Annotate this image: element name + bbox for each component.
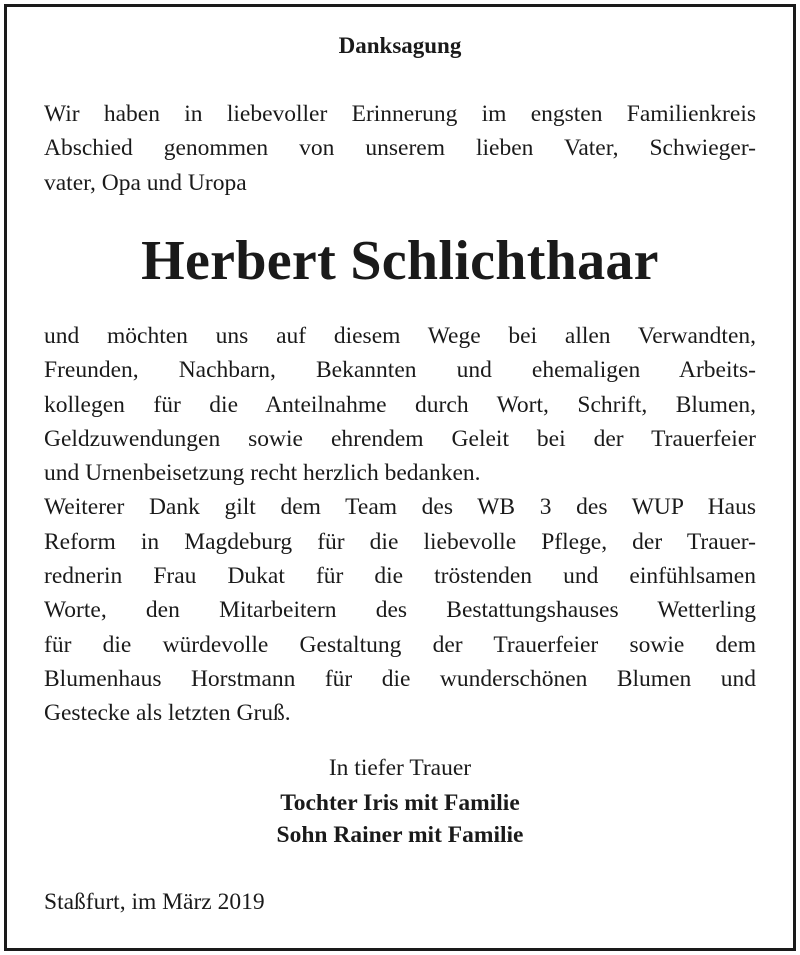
place-date: Staßfurt, im März 2019	[44, 889, 265, 915]
body-line: Geldzuwendungen sowie ehrendem Geleit bei der Trauerfeier	[44, 425, 756, 452]
body-line: Reform in Magdeburg für die liebevolle Pflege, der Trauer-	[44, 528, 756, 555]
intro-line: vater, Opa und Uropa	[44, 169, 247, 196]
body-line: Freunden, Nachbarn, Bekannten und ehemaligen Arbeits-	[44, 357, 756, 384]
intro-line: Wir haben in liebevoller Erinnerung im engsten Familienkreis	[44, 101, 756, 127]
body-line: für die würdevolle Gestaltung der Trauerfeier sowie dem	[44, 631, 756, 658]
body-line: kollegen für die Anteilnahme durch Wort, Schrift, Blumen,	[44, 391, 756, 418]
signatory: Tochter Iris mit Familie	[280, 790, 520, 816]
intro-paragraph	[44, 97, 756, 200]
body-line: Gestecke als letzten Gruß.	[44, 700, 291, 727]
signatory: Sohn Rainer mit Familie	[276, 822, 524, 848]
body-line: Weiterer Dank gilt dem Team des WB 3 des WUP Haus	[44, 494, 756, 521]
body-line: Worte, den Mitarbeitern des Bestattungshauses Wetterling	[44, 597, 756, 624]
notice-heading: Danksagung	[338, 33, 462, 58]
body-line: rednerin Frau Dukat für die tröstenden und einfühlsamen	[44, 563, 756, 590]
closing-phrase: In tiefer Trauer	[328, 755, 472, 781]
intro-line: Abschied genommen von unserem lieben Vater, Schwieger-	[44, 135, 756, 162]
deceased-name: Herbert Schlichthaar	[141, 230, 659, 292]
thanks-paragraph	[44, 319, 756, 731]
body-line: und möchten uns auf diesem Wege bei allen Verwandten,	[44, 323, 756, 349]
body-line: und Urnenbeisetzung recht herzlich bedanken.	[44, 460, 481, 487]
body-line: Blumenhaus Horstmann für die wunderschönen Blumen und	[44, 665, 756, 692]
